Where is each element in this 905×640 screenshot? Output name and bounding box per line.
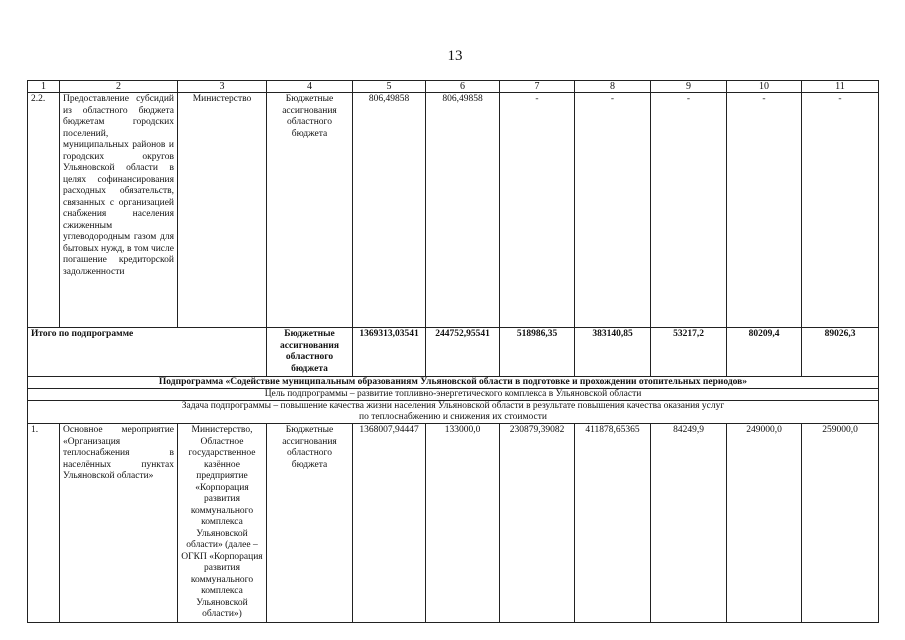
total-label: Итого по подпрограмме [28, 328, 267, 377]
subprogram-goal-row [28, 389, 879, 401]
row-number: 1. [28, 424, 60, 623]
subprogram-task: Задача подпрограммы – повышение качества жизни населения Ульяновской области в результате повышения качества оказания услуг по теплоснабжению и снижения их стоимости [28, 401, 879, 424]
value-cell: 84249,9 [651, 424, 727, 623]
value-cell: - [651, 93, 727, 328]
table-row [28, 424, 879, 623]
subprogram-goal: Цель подпрограммы – развитие топливно-энергетического комплекса в Ульяновской области [28, 389, 879, 401]
header-cell: 9 [651, 81, 727, 93]
executor: Министерство [178, 93, 267, 328]
value-cell: 133000,0 [426, 424, 500, 623]
value-cell: 806,49858 [426, 93, 500, 328]
value-cell: 383140,85 [575, 328, 651, 377]
value-cell: 806,49858 [353, 93, 426, 328]
funding-source: Бюджетные ассигнования областного бюджета [267, 424, 353, 623]
row-number: 2.2. [28, 93, 60, 328]
measure-name: Основное мероприятие «Организация теплоснабжения в населённых пунктах Ульяновской области» [60, 424, 178, 623]
value-cell: 1369313,03541 [353, 328, 426, 377]
header-cell: 8 [575, 81, 651, 93]
header-cell: 4 [267, 81, 353, 93]
value-cell: 80209,4 [727, 328, 802, 377]
page-number: 13 [447, 48, 463, 64]
value-cell: - [802, 93, 879, 328]
funding-source: Бюджетные ассигнования областного бюджета [267, 93, 353, 328]
subprogram-title: Подпрограмма «Содействие муниципальным образованиям Ульяновской области в подготовке и прохождении отопительных периодов» [28, 377, 879, 389]
funding-source: Бюджетные ассигнования областного бюджета [267, 328, 353, 377]
header-cell: 1 [28, 81, 60, 93]
header-cell: 11 [802, 81, 879, 93]
value-cell: 244752,95541 [426, 328, 500, 377]
table-row [28, 93, 879, 328]
header-cell: 2 [60, 81, 178, 93]
total-row [28, 328, 879, 377]
header-cell: 10 [727, 81, 802, 93]
value-cell: 53217,2 [651, 328, 727, 377]
subprogram-title-row [28, 377, 879, 389]
header-cell: 6 [426, 81, 500, 93]
value-cell: 249000,0 [727, 424, 802, 623]
subprogram-task-row [28, 401, 879, 424]
value-cell: 259000,0 [802, 424, 879, 623]
header-cell: 5 [353, 81, 426, 93]
header-cell: 3 [178, 81, 267, 93]
measure-name: Предоставление субсидий из областного бюджета бюджетам городских поселений, муниципальных районов и городских округов Ульяновской области в целях софинансирования расходных обязательств, связанных с организацией снабжения населения сжиженным углеводородным газом для бытовых нужд, в том числе погашение кредиторской задолженности [60, 93, 178, 328]
value-cell: - [727, 93, 802, 328]
value-cell: - [575, 93, 651, 328]
value-cell: 89026,3 [802, 328, 879, 377]
executor: Министерство, Областное государственное казённое предприятие «Корпорация развития коммунального комплекса Ульяновской области» (далее – ОГКП «Корпорация развития коммунального комплекса Ульяновской области») [178, 424, 267, 623]
value-cell: 1368007,94447 [353, 424, 426, 623]
value-cell: 411878,65365 [575, 424, 651, 623]
header-cell: 7 [500, 81, 575, 93]
column-number-row [28, 81, 879, 93]
value-cell: - [500, 93, 575, 328]
value-cell: 518986,35 [500, 328, 575, 377]
budget-table [27, 80, 879, 623]
value-cell: 230879,39082 [500, 424, 575, 623]
